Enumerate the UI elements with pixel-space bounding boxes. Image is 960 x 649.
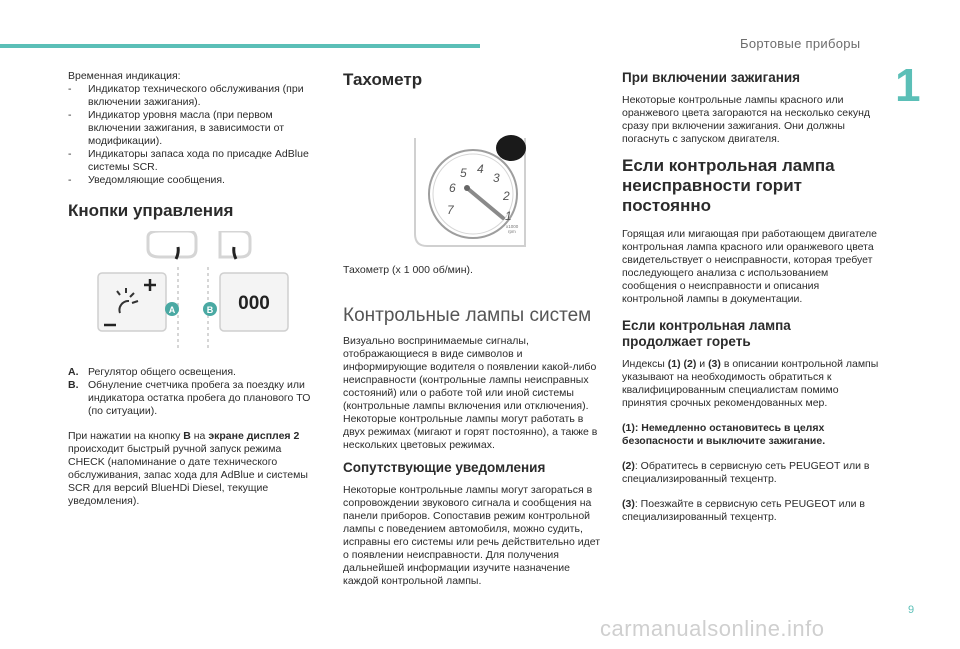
ignition-heading: При включении зажигания xyxy=(622,70,801,85)
steady-lamp-text: Горящая или мигающая при работающем двигателе контрольная лампа красного или оранжевого цвета свидетельствует о неисправности, которая требует последующего анализа с использованием сообщения о неисправности и описания контрольной лампы в документации. xyxy=(622,228,878,305)
label-a: A. Регулятор общего освещения. xyxy=(68,366,236,378)
svg-text:7: 7 xyxy=(447,203,454,217)
warning-lamps-heading: Контрольные лампы систем xyxy=(343,305,592,326)
warning-lamps-text: Визуально воспринимаемые сигналы, отображающиеся в виде символов и информирующие водителя о появлении какой-либо неисправности (контрольные лампы неисправных состояний) или о работе той или иной системы (контрольные лампы включения или отключения). Некоторые контрольные лампы могут работать в двух режимах (мигают и горят постоянно), а также в нескольких цветовых режимах. xyxy=(343,335,598,451)
lamp-stays-on-heading: Если контрольная лампа продолжает гореть xyxy=(622,318,791,349)
odometer-display: 000 xyxy=(238,293,270,314)
list-item: - Уведомляющие сообщения. xyxy=(68,174,225,186)
controls-heading: Кнопки управления xyxy=(68,201,234,220)
header-accent-bar xyxy=(0,44,480,48)
svg-text:B: B xyxy=(206,305,214,315)
tachometer-needle xyxy=(467,188,503,218)
dial-knob xyxy=(496,135,526,161)
dial-numbers xyxy=(447,162,512,223)
button-b-description: При нажатии на кнопку B на экране дисплея 2 происходит быстрый ручной запуск режима CHECK (напоминание о дате технического обслуживания, запас хода для AdBlue и системы SCR для версий BlueHDi Diesel, текущие уведомления). xyxy=(68,430,308,507)
svg-text:1: 1 xyxy=(505,209,512,223)
svg-text:A: A xyxy=(168,305,176,315)
page-number: 9 xyxy=(908,604,915,616)
svg-text:6: 6 xyxy=(449,181,456,195)
index-explanation: Индексы (1) (2) и (3) в описании контрольной лампы указывают на необходимость обратиться к квалифицированным специалистам помимо принятия срочных рекомендованных мер. xyxy=(622,358,879,409)
label-b: B. Обнуление счетчика пробега за поездку или индикатора остатка пробега до планового ТО (по ситуации). xyxy=(68,379,311,417)
list-item: - Индикатор уровня масла (при первом включении зажигания, в зависимости от модификации). xyxy=(68,109,285,147)
column-3 xyxy=(622,70,882,524)
svg-text:4: 4 xyxy=(477,162,484,176)
note-3: (3): Поезжайте в сервисную сеть PEUGEOT или в специализированный техцентр. xyxy=(622,498,865,523)
temp-indication-intro: Временная индикация: xyxy=(68,70,181,82)
svg-text:2: 2 xyxy=(503,189,510,203)
section-title: Бортовые приборы xyxy=(740,36,861,51)
tachometer-caption: Тахометр (x 1 000 об/мин). xyxy=(343,264,473,276)
list-item: - Индикаторы запаса хода по присадке AdBlue системы SCR. xyxy=(68,148,309,173)
tachometer-heading: Тахометр xyxy=(343,70,423,89)
watermark: carmanualsonline.info xyxy=(600,616,825,641)
associated-notifications-text: Некоторые контрольные лампы могут загораться в сопровождении звукового сигнала и сообщения на панели приборов. Сопоставив режим контрольной лампы с поведением автомобиля, можно судить, исправны его системы или речь действительно идет о появлении неисправности. Для получения дальнейшей информации изучите назначение каждой контрольной лампы. xyxy=(343,484,601,587)
chapter-number: 1 xyxy=(895,59,921,111)
associated-notifications-heading: Сопутствующие уведомления xyxy=(343,460,546,475)
control-buttons-illustration xyxy=(68,231,318,356)
steady-lamp-heading: Если контрольная лампа неисправности горит постоянно xyxy=(622,156,835,215)
note-2: (2): Обратитесь в сервисную сеть PEUGEOT или в специализированный техцентр. xyxy=(622,460,870,485)
svg-text:5: 5 xyxy=(460,166,467,180)
tachometer-illustration xyxy=(343,96,603,256)
svg-text:3: 3 xyxy=(493,171,500,185)
list-item: - Индикатор технического обслуживания (при включении зажигания). xyxy=(68,83,304,108)
note-1: (1): Немедленно остановитесь в целях безопасности и выключите зажигание. xyxy=(622,422,826,447)
ignition-text: Некоторые контрольные лампы красного или оранжевого цвета загораются на несколько секунд сразу при включении зажигания. Они должны погаснуть с запуском двигателя. xyxy=(622,94,871,145)
column-2 xyxy=(343,70,603,588)
svg-text:rpm: rpm xyxy=(508,229,516,234)
column-1 xyxy=(68,70,318,508)
svg-text:x1000: x1000 xyxy=(506,224,519,229)
